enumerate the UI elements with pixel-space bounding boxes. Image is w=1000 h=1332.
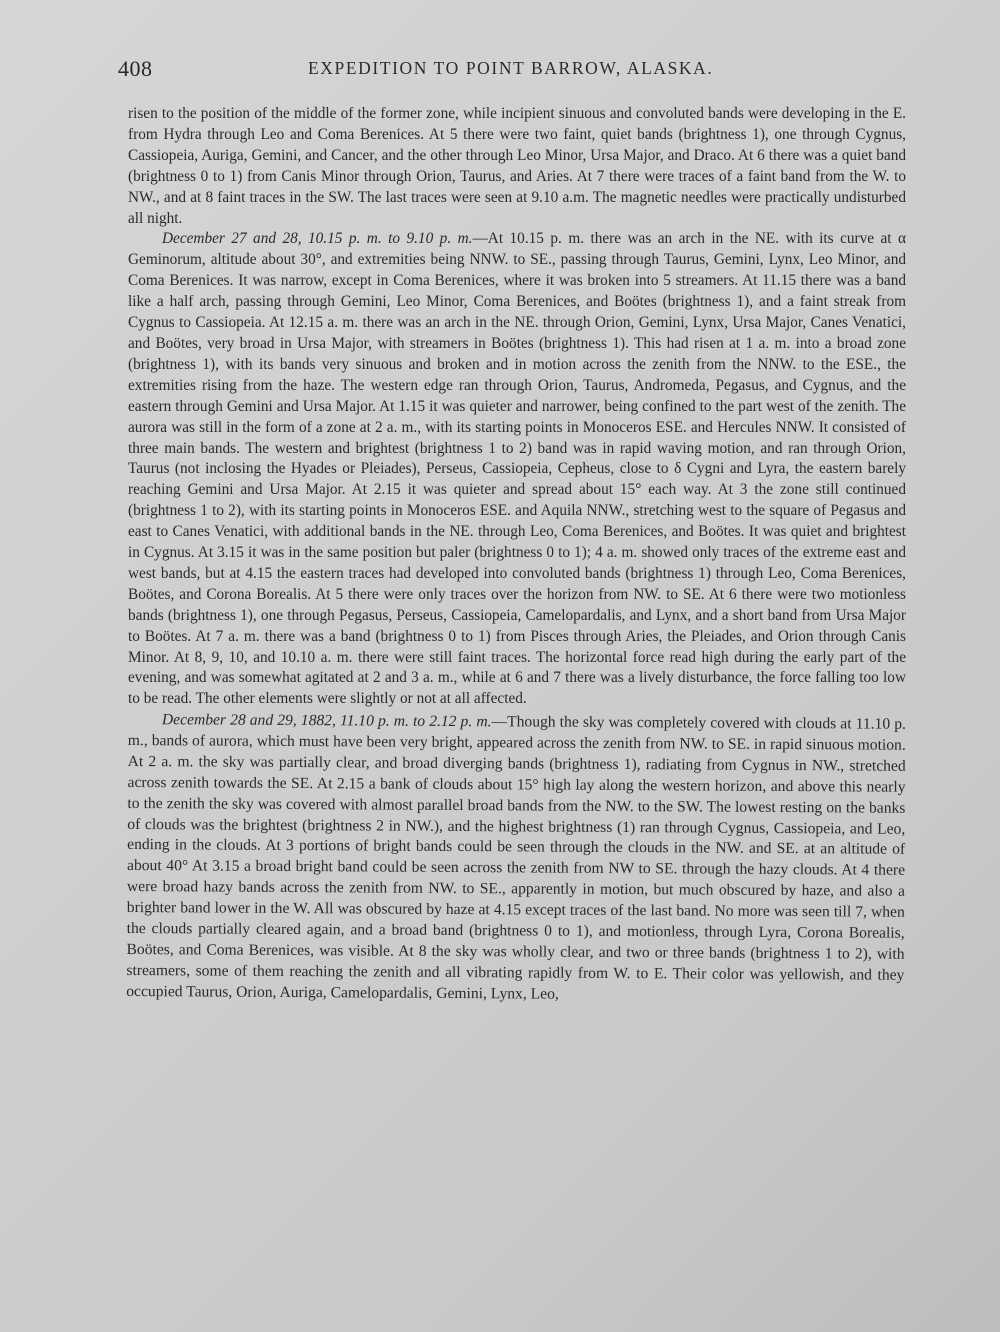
paragraph-dec-27-28: [128, 229, 906, 710]
paragraph-dec-28-29: [126, 710, 906, 1007]
paragraph-text: —Though the sky was completely covered with clouds at 11.10 p. m., bands of aurora, which must have been very bright, appeared across the zenith from NW. to SE. in rapid sinuous motion. At 2 a. m. the sky was partially clear, and broad diverging bands (brightness 1), radiating from Cygnus in NW., stretched across zenith towards the SE. At 2.15 a bank of clouds about 15° high lay along the western horizon, and above this nearly to the zenith the sky was covered with almost parallel broad bands from the NW. to the SW. The lowest resting on the banks of clouds was the brightest (brightness 2 in NW.), and the highest brightness (1) ran through Cygnus, Cassiopeia, and Leo, ending in the clouds. At 3 portions of bright bands could be seen through the clouds in the NW. and SE. at an altitude of about 40° At 3.15 a broad bright band could be seen across the zenith from NW to SE. through the hazy clouds. At 4 there were broad hazy bands across the zenith from NW. to SE., apparently in motion, but much obscured by haze, and also a brighter band lower in the W. All was obscured by haze at 4.15 except traces of the last band. No more was seen till 7, when the clouds partially cleared again, and a broad band (brightness 0 to 1), and motionless, through Lyra, Corona Borealis, Boötes, and Coma Berenices, was visible. At 8 the sky was wholly clear, and two or three bands (brightness 1 to 2), with streamers, some of them reaching the zenith and all vibrating rapidly from W. to E. Their color was yellowish, and they occupied Taurus, Orion, Auriga, Camelopardalis, Gemini, Lynx, Leo,: [126, 713, 906, 1003]
paragraph-lead: December 28 and 29, 1882, 11.10 p. m. to 2.12 p. m.: [161, 711, 492, 731]
page-number: 408: [118, 56, 153, 81]
body-text: [128, 104, 906, 1003]
paragraph-lead: December 27 and 28, 10.15 p. m. to 9.10 p. m.: [162, 230, 473, 248]
page-header: [118, 56, 908, 86]
paragraph-continuation: [128, 104, 906, 229]
paragraph-text: —At 10.15 p. m. there was an arch in the NE. with its curve at α Geminorum, altitude about 30°, and extremities being NNW. to SE., passing through Taurus, Gemini, Lynx, Leo Minor, and Coma Berenices. It was narrow, except in Coma Berenices, where it was broken into 5 streamers. At 11.15 there was a band like a half arch, passing through Gemini, Leo Minor, Coma Berenices, and Boötes (brightness 1), and a faint streak from Cygnus to Cassiopeia. At 12.15 a. m. there was an arch in the NE. through Orion, Gemini, Lynx, Ursa Major, Canes Venatici, and Boötes, very broad in Ursa Major, with streamers in Boötes (brightness 1). This had risen at 1 a. m. into a broad zone (brightness 1), with its bands very sinuous and broken and in motion across the zenith from the NNW. to the ESE., the extremities rising from the haze. The western edge ran through Orion, Taurus, Andromeda, Pegasus, and Cygnus, and the eastern through Gemini and Ursa Major. At 1.15 it was quieter and narrower, being confined to the part west of the zenith. The aurora was still in the form of a zone at 2 a. m., with its starting points in Monoceros ESE. and Hercules NNW. It consisted of three main bands. The western and brightest (brightness 1 to 2) band was in rapid waving motion, and ran through Orion, Taurus (not inclosing the Hyades or Pleiades), Perseus, Cassiopeia, Cepheus, close to δ Cygni and Lyra, the eastern barely reaching Gemini and Ursa Major. At 2.15 it was quieter and spread about 15° each way. At 3 the zone still continued (brightness 1 to 2), with its starting points in Monoceros ESE. and Aquila NNW., stretching west to the square of Pegasus and east to Canes Venatici, with additional bands in the NE. through Leo, Coma Berenices, and Boötes. It was quiet and brightest in Cygnus. At 3.15 it was in the same position but paler (brightness 0 to 1); 4 a. m. showed only traces of the extreme east and west bands, but at 4.15 the eastern traces had developed into convoluted bands (brightness 1) through Leo, Coma Berenices, Boötes, and Corona Borealis. At 5 there were only traces over the horizon from NW. to SE. At 6 there were two motionless bands (brightness 1), one through Pegasus, Perseus, Cassiopeia, Camelopardalis, and Lynx, and a short band from Ursa Major to Boötes. At 7 a. m. there was a band (brightness 0 to 1) from Pisces through Aries, the Pleiades, and Orion through Canis Minor. At 8, 9, 10, and 10.10 a. m. there were still faint traces. The horizontal force read high during the early part of the evening, and was somewhat agitated at 2 and 3 a. m., while at 6 and 7 there was a lively disturbance, the force falling too low to be read. The other elements were slightly or not at all affected.: [128, 230, 907, 708]
running-head: EXPEDITION TO POINT BARROW, ALASKA.: [308, 58, 714, 78]
paragraph-text: risen to the position of the middle of the former zone, while incipient sinuous and convoluted bands were developing in the E. from Hydra through Leo and Coma Berenices. At 5 there were two faint, quiet bands (brightness 1), one through Cygnus, Cassiopeia, Auriga, Gemini, and Cancer, and the other through Leo Minor, Ursa Major, and Draco. At 6 there was a quiet band (brightness 0 to 1) from Canis Minor through Orion, Taurus, and Aries. At 7 there were traces of a faint band from the W. to NW., and at 8 faint traces in the SW. The last traces were seen at 9.10 a.m. The magnetic needles were practically undisturbed all night.: [128, 105, 906, 227]
